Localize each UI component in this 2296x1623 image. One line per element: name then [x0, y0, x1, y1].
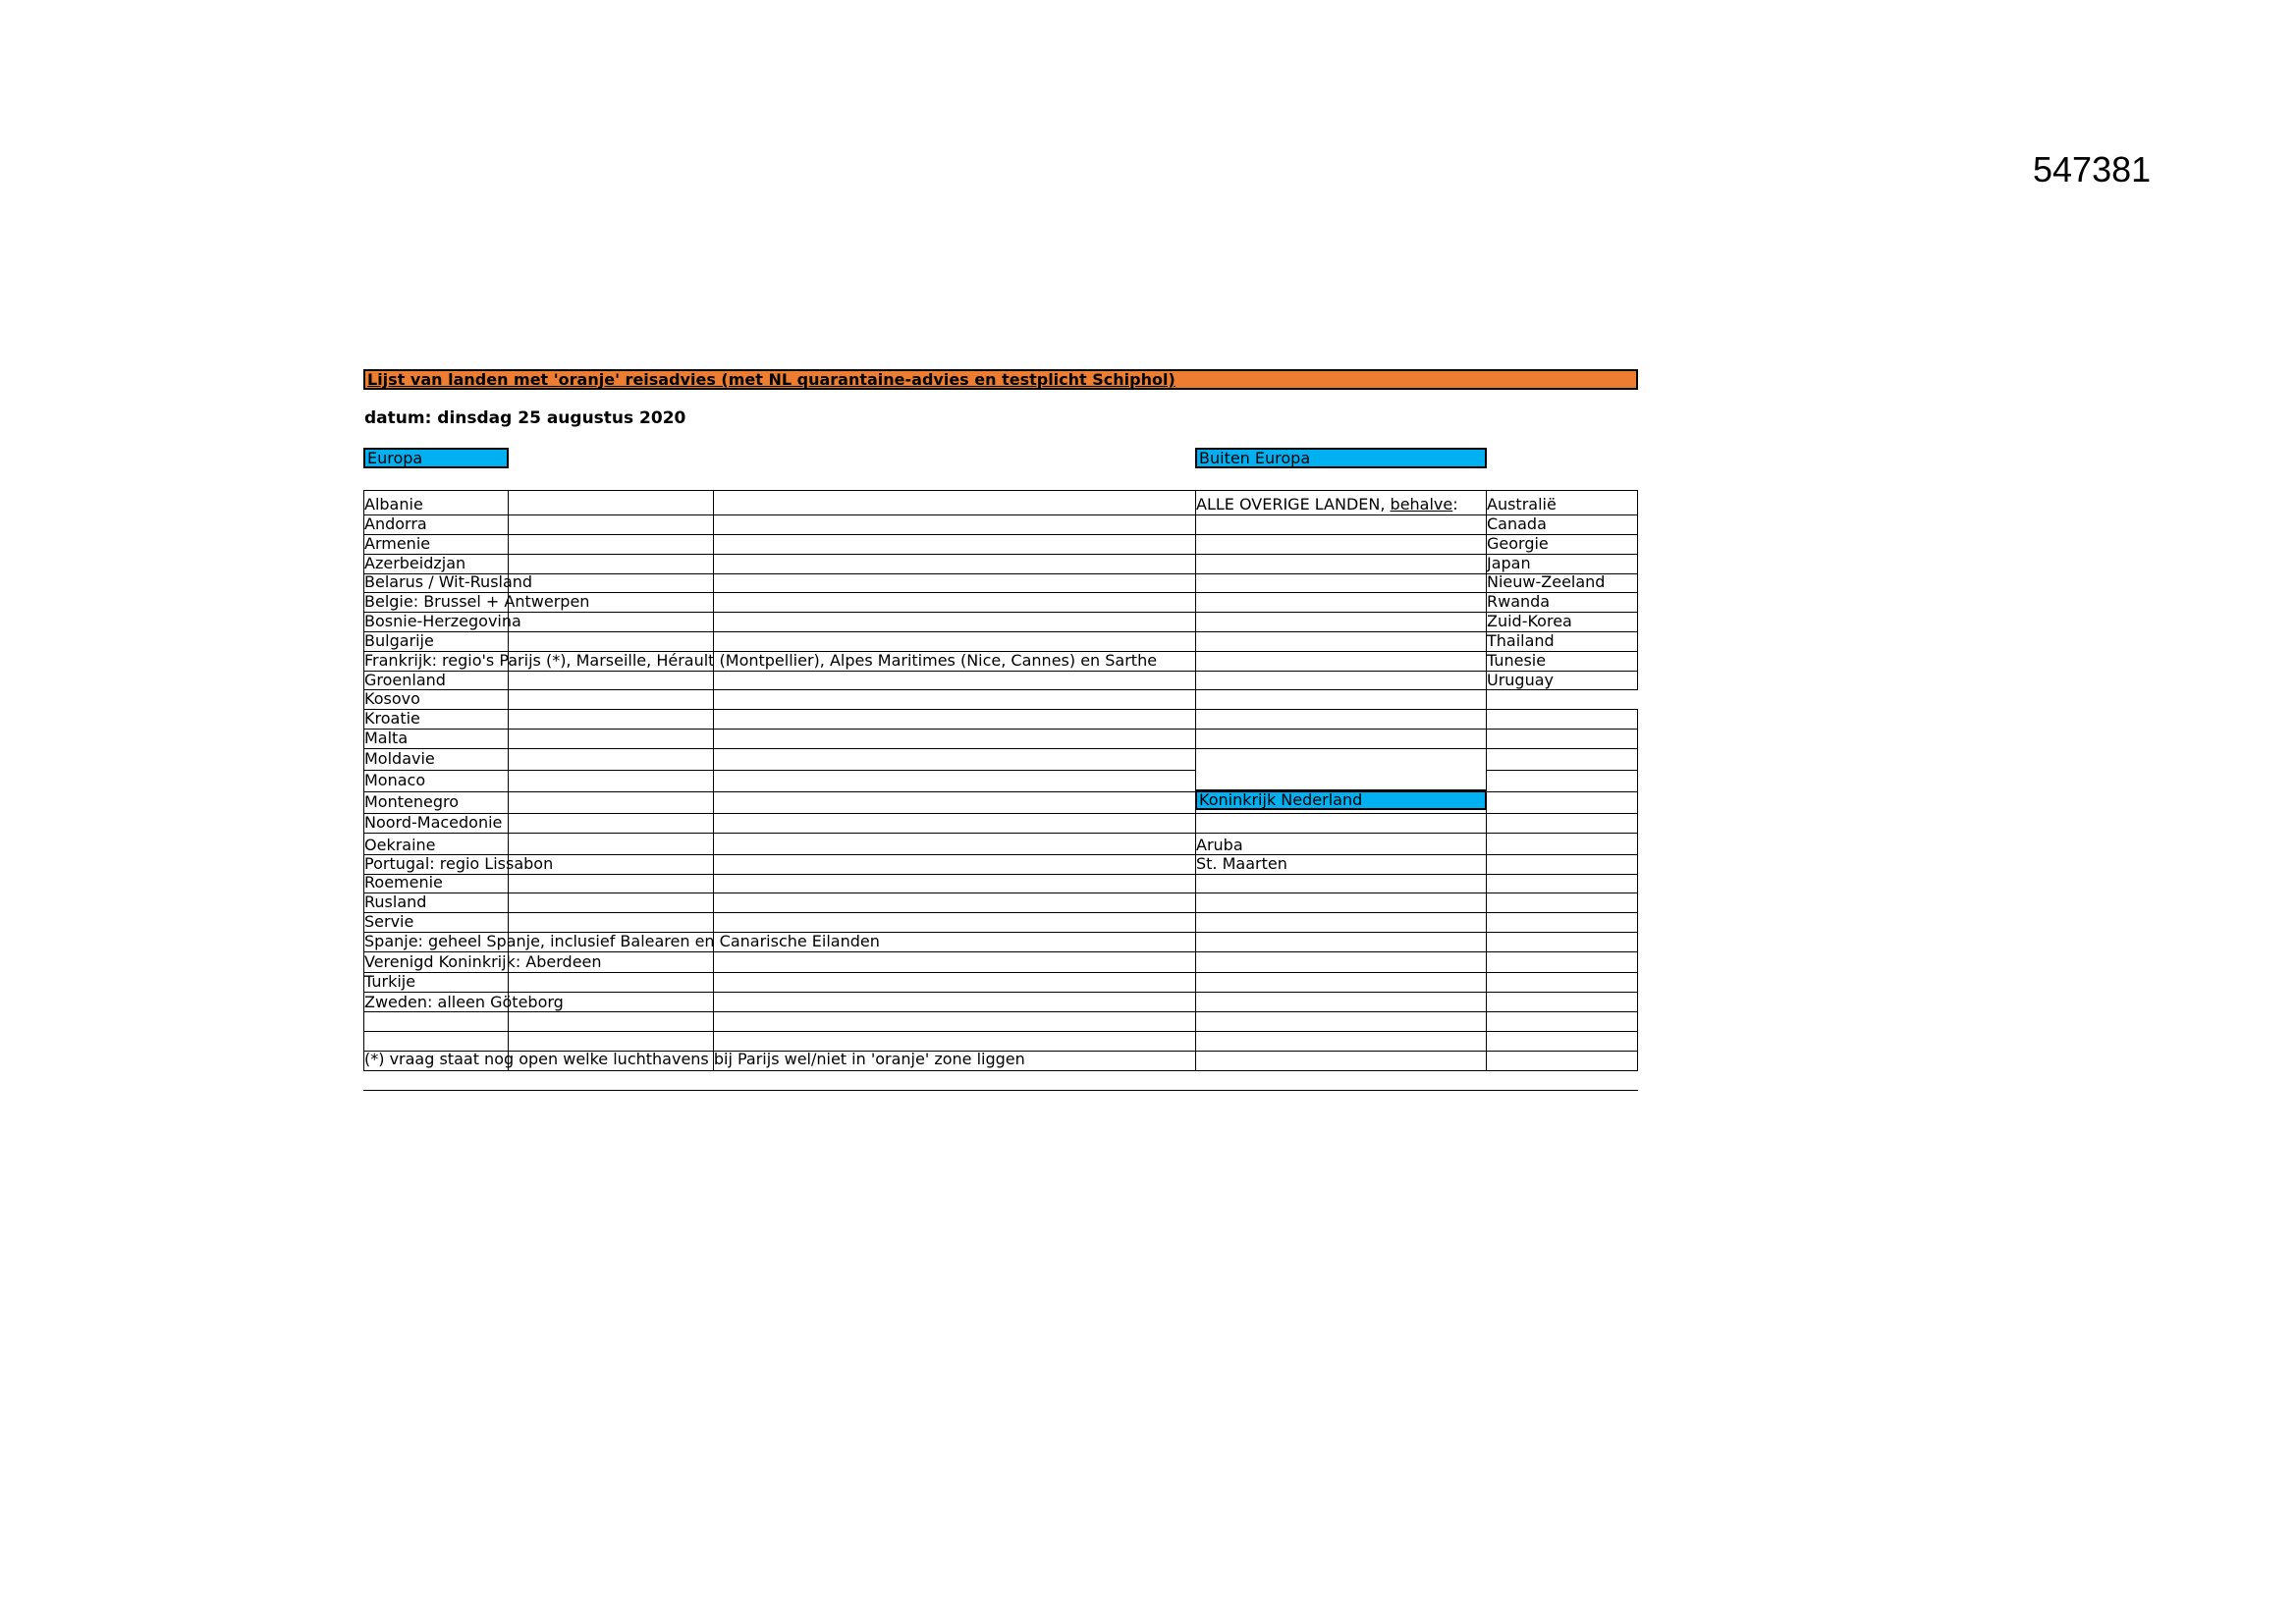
list-item: Kroatie	[364, 709, 420, 728]
list-item: Azerbeidzjan	[364, 554, 466, 572]
list-item: Monaco	[364, 771, 426, 789]
document-id: 547381	[2033, 149, 2152, 189]
list-item: Albanie	[364, 495, 423, 514]
list-item: Servie	[364, 912, 414, 931]
section-header-europa: Europa	[363, 448, 509, 468]
section-header-buiten-europa: Buiten Europa	[1195, 448, 1487, 468]
list-item: Bosnie-Herzegovina	[364, 612, 521, 630]
list-item: Uruguay	[1487, 671, 1554, 689]
date-line: datum: dinsdag 25 augustus 2020	[364, 408, 686, 428]
list-item: Tunesie	[1487, 651, 1547, 670]
list-item: St. Maarten	[1196, 854, 1287, 873]
list-item: Malta	[364, 729, 409, 747]
list-item: Montenegro	[364, 792, 460, 811]
list-item: Canada	[1487, 514, 1547, 533]
section-header-koninkrijk: Koninkrijk Nederland	[1195, 789, 1487, 810]
list-item: Belarus / Wit-Rusland	[364, 572, 533, 591]
list-item: Bulgarije	[364, 631, 434, 650]
list-item: Aruba	[1196, 836, 1243, 854]
list-item: Groenland	[364, 671, 446, 689]
title-bar: Lijst van landen met 'oranje' reisadvies (met NL quarantaine-advies en testplicht Schiphol)	[363, 369, 1638, 390]
all-other-countries-label: ALLE OVERIGE LANDEN, behalve:	[1196, 495, 1458, 514]
except-label: behalve	[1390, 495, 1453, 514]
list-item: Portugal: regio Lissabon	[364, 854, 554, 873]
list-item: Turkije	[364, 972, 416, 991]
list-item: Verenigd Koninkrijk: Aberdeen	[364, 952, 602, 971]
list-item: Nieuw-Zeeland	[1487, 572, 1606, 591]
list-item: Oekraine	[364, 836, 436, 854]
list-item: Belgie: Brussel + Antwerpen	[364, 592, 590, 611]
list-item: Zweden: alleen Göteborg	[364, 993, 564, 1011]
list-item: Roemenie	[364, 873, 443, 892]
list-item: Rwanda	[1487, 592, 1551, 611]
list-item: Rusland	[364, 893, 427, 911]
list-item: Zuid-Korea	[1487, 612, 1572, 630]
footnote: (*) vraag staat nog open welke luchthavens bij Parijs wel/niet in 'oranje' zone liggen	[364, 1050, 1025, 1068]
list-item: Australië	[1487, 495, 1557, 514]
list-item: Andorra	[364, 514, 427, 533]
list-item: Georgie	[1487, 534, 1549, 553]
list-item: Japan	[1487, 554, 1531, 572]
list-item: Noord-Macedonie	[364, 813, 503, 832]
list-item: Spanje: geheel Spanje, inclusief Balearen en Canarische Eilanden	[364, 932, 880, 950]
list-item: Thailand	[1487, 631, 1555, 650]
list-item: Moldavie	[364, 749, 435, 768]
list-item: Frankrijk: regio's Parijs (*), Marseille, Hérault (Montpellier), Alpes Maritimes (Nice, Cannes) en Sarthe	[364, 651, 1158, 670]
list-item: Kosovo	[364, 689, 420, 708]
list-item: Armenie	[364, 534, 431, 553]
